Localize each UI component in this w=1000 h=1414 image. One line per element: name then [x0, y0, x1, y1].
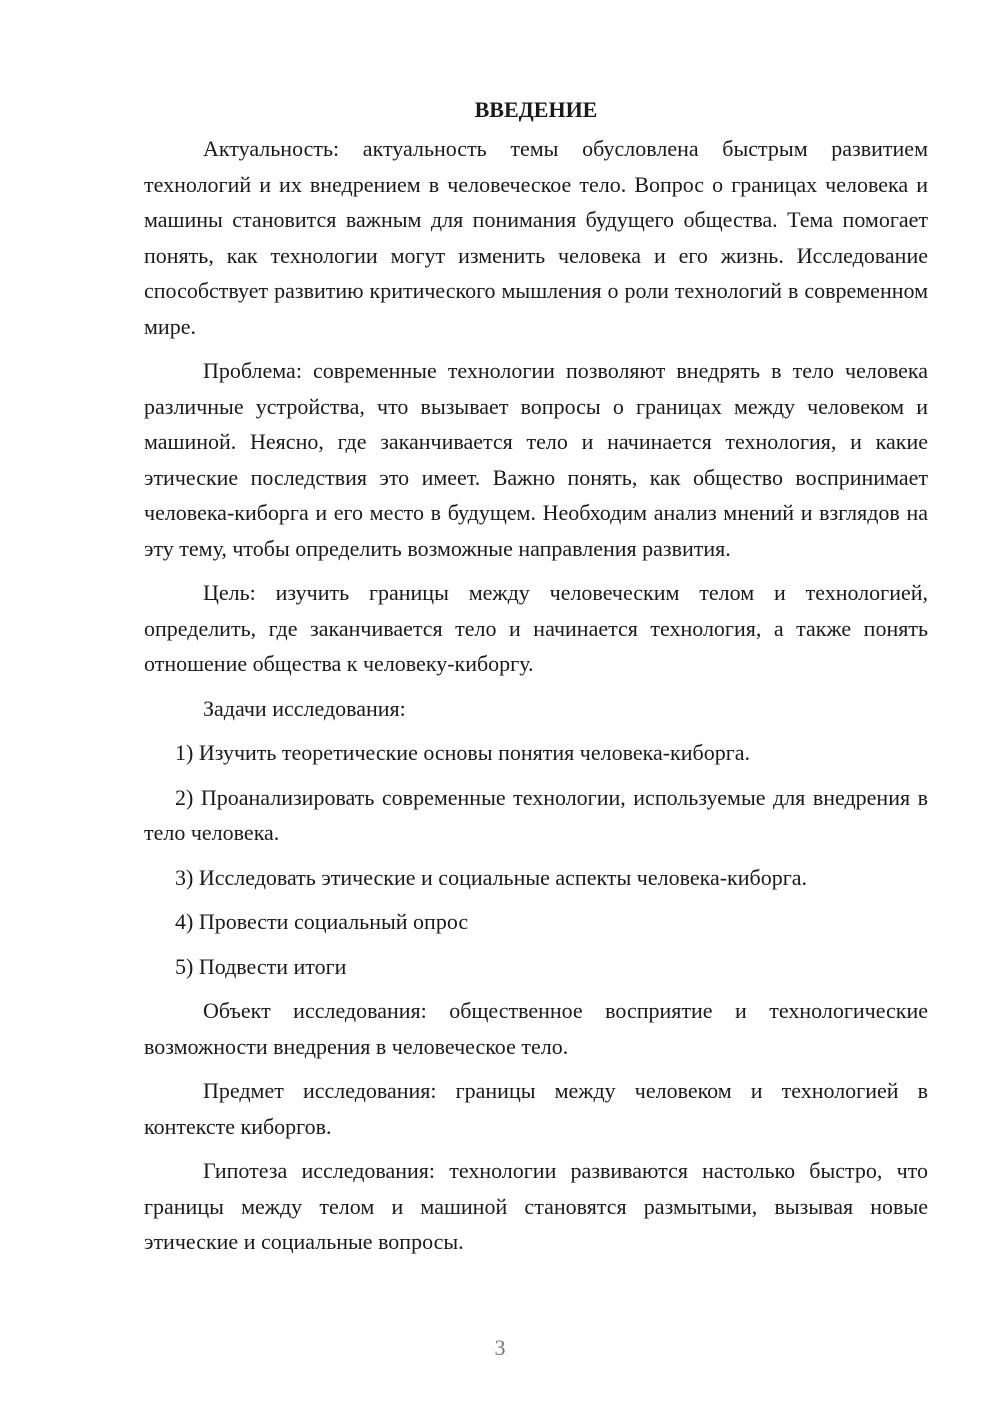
task-item-5: 5) Подвести итоги	[175, 953, 347, 979]
task-item-1: 1) Изучить теоретические основы понятия человека-киборга.	[175, 740, 750, 765]
subject-paragraph: Предмет исследования: границы между человеком и технологией в контексте киборгов.	[144, 1078, 928, 1139]
task-item-3: 3) Исследовать этические и социальные аспекты человека-киборга.	[175, 864, 807, 890]
document-page	[144, 95, 928, 1269]
goal-paragraph: Цель: изучить границы между человеческим телом и технологией, определить, где заканчивается тело и начинается технология, а также понять отношение общества к человеку-киборгу.	[144, 580, 928, 676]
relevance-paragraph: Актуальность: актуальность темы обусловлена быстрым развитием технологий и их внедрением в человеческое тело. Вопрос о границах человека и машины становится важным для понимания будущего общества. Тема помогает понять, как технологии могут изменить человека и его жизнь. Исследование способствует развитию критического мышления о роли технологий в современном мире.	[144, 136, 928, 339]
page-number: 3	[494, 1335, 506, 1360]
hypothesis-paragraph: Гипотеза исследования: технологии развиваются настолько быстро, что границы между телом и машиной становятся размытыми, вызывая новые этические и социальные вопросы.	[144, 1158, 928, 1254]
section-heading: ВВЕДЕНИЕ	[474, 97, 598, 122]
object-paragraph: Объект исследования: общественное восприятие и технологические возможности внедрения в человеческое тело.	[144, 998, 928, 1059]
tasks-title: Задачи исследования:	[203, 695, 406, 721]
task-item-4: 4) Провести социальный опрос	[175, 909, 469, 934]
task-item-2: 2) Проанализировать современные технологии, используемые для внедрения в тело человека.	[144, 784, 928, 845]
problem-paragraph: Проблема: современные технологии позволяют внедрять в тело человека различные устройства, что вызывает вопросы о границах между человеком и машиной. Неясно, где заканчивается тело и начинается технология, и какие этические последствия это имеет. Важно понять, как общество воспринимает человека-киборга и его место в будущем. Необходим анализ мнений и взглядов на эту тему, чтобы определить возможные направления развития.	[144, 358, 928, 561]
